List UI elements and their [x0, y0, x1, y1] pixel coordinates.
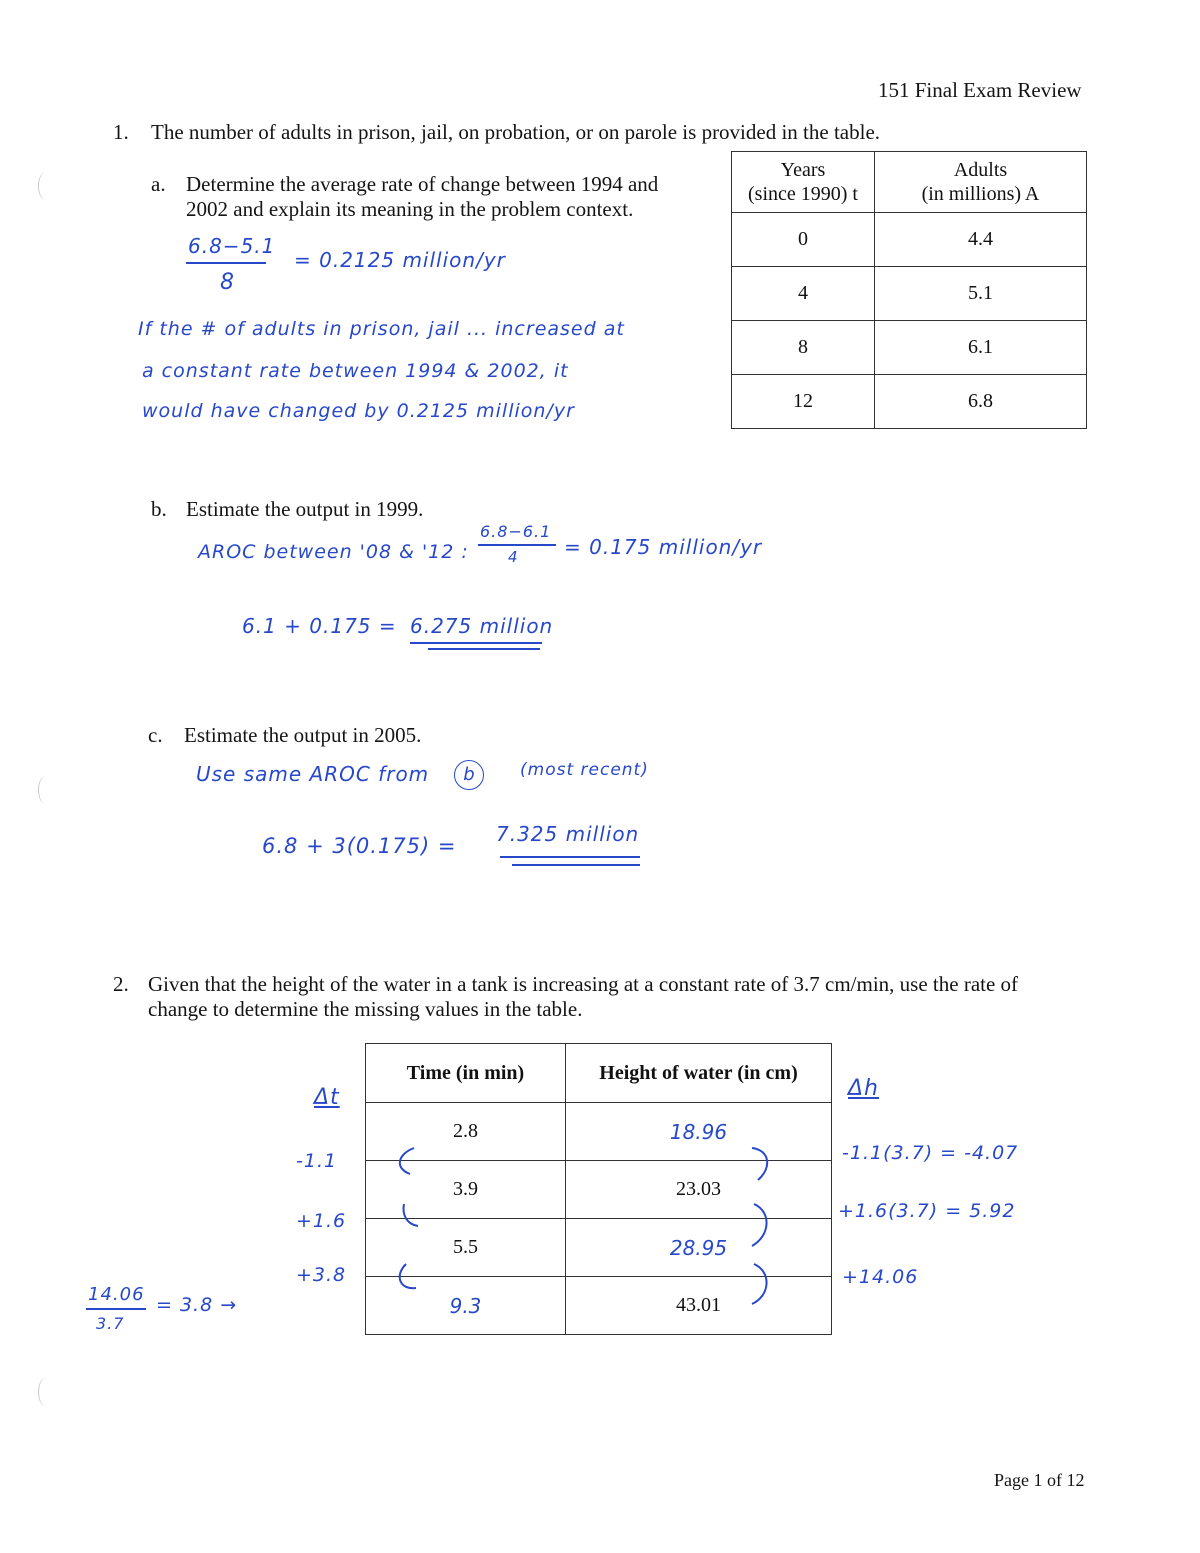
q1a-label: a. [151, 172, 166, 196]
table-header-years: Years (since 1990) t [732, 152, 875, 213]
scan-margin-mark [38, 1378, 53, 1406]
answer-underline [500, 856, 640, 858]
q1a-prompt-line2: 2002 and explain its meaning in the problem context. [186, 197, 634, 221]
table-row [732, 375, 1087, 429]
table-cell-years: 4 [732, 267, 875, 321]
table-cell-adults: 4.4 [875, 213, 1087, 267]
page-number: Page 1 of 12 [994, 1470, 1085, 1490]
table-cell-years: 8 [732, 321, 875, 375]
q1b-frac-num: 6.8−6.1 [480, 522, 552, 541]
delta-h-value: -1.1(3.7) = -4.07 [842, 1142, 1019, 1164]
q1a-work-numerator: 6.8−5.1 [188, 234, 276, 258]
scan-margin-mark [38, 172, 53, 200]
q1a-prompt-line1: Determine the average rate of change between 1994 and [186, 172, 659, 196]
table-cell-adults: 6.1 [875, 321, 1087, 375]
answer-underline [428, 648, 540, 650]
q2-prompt-line2: change to determine the missing values in the table. [148, 997, 583, 1021]
answer-underline [512, 864, 640, 866]
q1c-note-tail: (most recent) [520, 760, 649, 780]
q2-number: 2. [113, 972, 129, 996]
scan-margin-mark [38, 776, 53, 804]
q1b-frac-den: 4 [508, 548, 519, 566]
table-cell-years: 12 [732, 375, 875, 429]
answer-underline [410, 642, 542, 644]
table-cell-time-handwritten: 9.3 [366, 1277, 566, 1335]
q1a-work-result: = 0.2125 million/yr [294, 248, 506, 272]
q1c-note: Use same AROC from [196, 762, 430, 786]
q1c-note-circle: b [454, 760, 484, 790]
table-header-time: Time (in min) [366, 1044, 566, 1103]
q1b-prompt: Estimate the output in 1999. [186, 497, 424, 521]
time-step-arrows [380, 1140, 440, 1320]
delta-t-value: +3.8 [296, 1264, 347, 1286]
q1a-explain-line3: would have changed by 0.2125 million/yr [142, 400, 575, 422]
q1b-label: b. [151, 497, 167, 521]
table-cell-height: 23.03 [566, 1161, 832, 1219]
q2-prompt-line1: Given that the height of the water in a tank is increasing at a constant rate of 3.7 cm/min, use the rate of [148, 972, 1019, 996]
delta-h-value: +14.06 [842, 1266, 919, 1288]
table-row [732, 267, 1087, 321]
q1a-explain-line2: a constant rate between 1994 & 2002, it [142, 360, 569, 382]
fraction-bar [478, 544, 556, 546]
q1-number: 1. [113, 120, 129, 144]
q1-prompt: The number of adults in prison, jail, on probation, or on parole is provided in the table. [151, 120, 881, 144]
q1-data-table [731, 151, 1087, 429]
table-cell-adults: 5.1 [875, 267, 1087, 321]
table-cell-height-handwritten: 28.95 [566, 1219, 832, 1277]
side-frac-result: = 3.8 → [156, 1294, 238, 1316]
q1b-answer: 6.275 million [410, 614, 554, 638]
table-header-adults: Adults (in millions) A [875, 152, 1087, 213]
table-cell-adults: 6.8 [875, 375, 1087, 429]
delta-h-label: Δh [848, 1076, 879, 1101]
fraction-bar [86, 1308, 146, 1310]
side-frac-den: 3.7 [96, 1314, 125, 1333]
table-cell-time: 5.5 [366, 1219, 566, 1277]
table-row [732, 213, 1087, 267]
q1a-work-denominator: 8 [220, 270, 235, 295]
fraction-bar [186, 262, 266, 264]
height-step-arrows [740, 1140, 780, 1320]
delta-t-value: +1.6 [296, 1210, 347, 1232]
delta-t-value: -1.1 [296, 1150, 338, 1172]
table-header-row [366, 1044, 832, 1103]
table-header-row [732, 152, 1087, 213]
side-frac-num: 14.06 [88, 1284, 145, 1305]
table-cell-years: 0 [732, 213, 875, 267]
delta-t-label: Δt [314, 1085, 340, 1110]
table-cell-height-handwritten: 18.96 [566, 1103, 832, 1161]
q1c-label: c. [148, 723, 163, 747]
q1b-frac-result: = 0.175 million/yr [564, 535, 763, 559]
table-cell-height: 43.01 [566, 1277, 832, 1335]
table-cell-time: 2.8 [366, 1103, 566, 1161]
table-cell-time: 3.9 [366, 1161, 566, 1219]
q1c-work: 6.8 + 3(0.175) = [262, 834, 457, 858]
q1c-answer: 7.325 million [496, 822, 640, 846]
q1b-aroc-label: AROC between '08 & '12 : [198, 541, 469, 563]
q1a-explain-line1: If the # of adults in prison, jail ... increased at [138, 318, 625, 340]
delta-h-value: +1.6(3.7) = 5.92 [838, 1200, 1016, 1222]
q1c-prompt: Estimate the output in 2005. [184, 723, 422, 747]
table-row [732, 321, 1087, 375]
page-header-title: 151 Final Exam Review [878, 78, 1082, 102]
q1b-work: 6.1 + 0.175 = [242, 614, 397, 638]
table-header-height: Height of water (in cm) [566, 1044, 832, 1103]
